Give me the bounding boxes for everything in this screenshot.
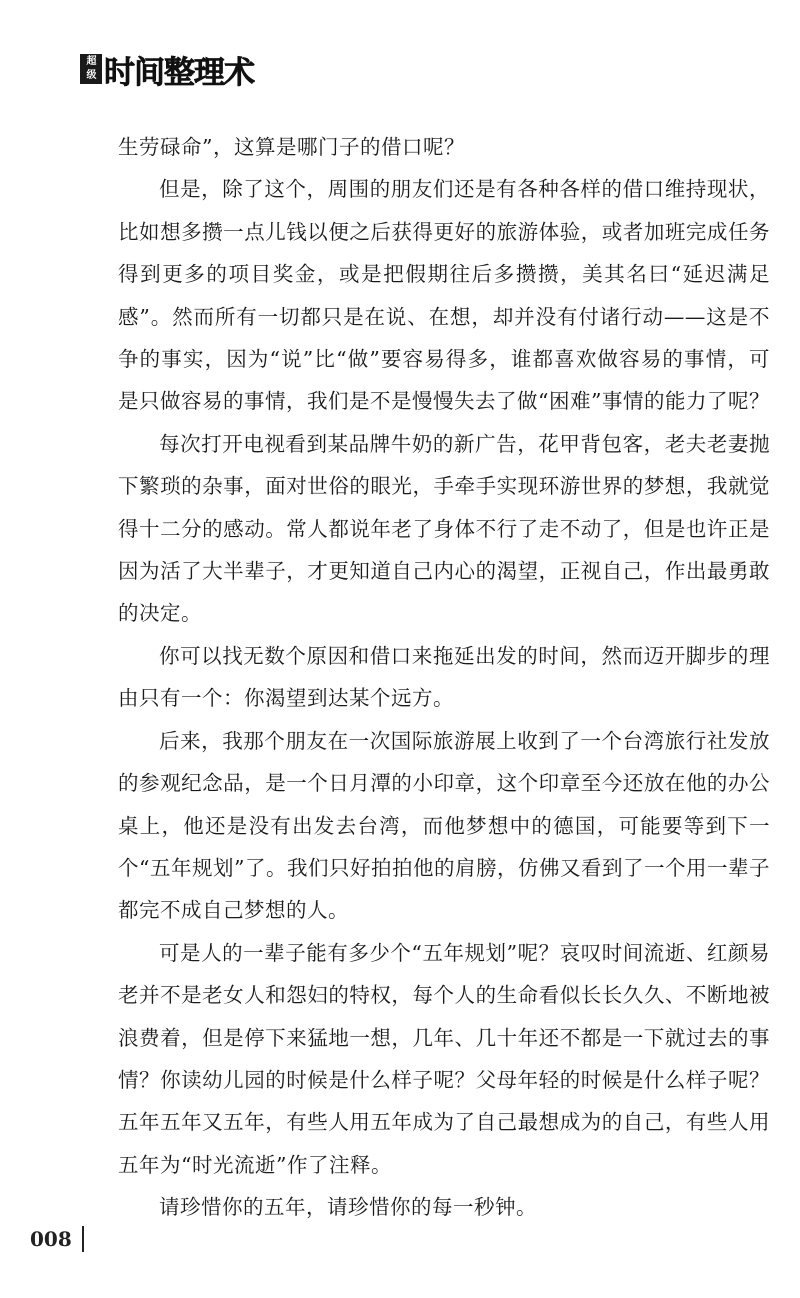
- paragraph: 后来，我那个朋友在一次国际旅游展上收到了一个台湾旅行社发放的参观纪念品，是一个日月潭的小印章，这个印章至今还放在他的办公桌上，他还是没有出发去台湾，而他梦想中的德国，可能要等到下一个“五年规划”了。我们只好拍拍他的肩膀，仿佛又看到了一个用一辈子都完不成自己梦想的人。: [118, 728, 770, 923]
- paragraph: 你可以找无数个原因和借口来拖延出发的时间，然而迈开脚步的理由只有一个：你渴望到达某个远方。: [118, 643, 770, 711]
- page-footer: [30, 1226, 84, 1252]
- paragraph: 每次打开电视看到某品牌牛奶的新广告，花甲背包客，老夫老妻抛下繁琐的杂事，面对世俗的眼光，手牵手实现环游世界的梦想，我就觉得十二分的感动。常人都说年老了身体不行了走不动了，但是也许正是因为活了大半辈子，才更知道自己内心的渴望，正视自己，作出最勇敢的决定。: [118, 431, 770, 626]
- paragraph: 请珍惜你的五年，请珍惜你的每一秒钟。: [159, 1195, 537, 1220]
- series-badge-line1: 超: [86, 56, 96, 67]
- series-badge: [80, 54, 102, 84]
- paragraph: 但是，除了这个，周围的朋友们还是有各种各样的借口维持现状，比如想多攒一点儿钱以便之后获得更好的旅游体验，或者加班完成任务得到更多的项目奖金，或是把假期往后多攒攒，美其名曰“延迟满足感”。然而所有一切都只是在说、在想，却并没有付诸行动——这是不争的事实，因为“说”比“做”要容易得多，谁都喜欢做容易的事情，可是只做容易的事情，我们是不是慢慢失去了做“困难”事情的能力了呢？: [118, 177, 770, 414]
- running-header: [80, 46, 254, 92]
- paragraph: 可是人的一辈子能有多少个“五年规划”呢？哀叹时间流逝、红颜易老并不是老女人和怨妇的特权，每个人的生命看似长长久久、不断地被浪费着，但是停下来猛地一想，几年、几十年还不都是一下就过去的事情？你读幼儿园的时候是什么样子呢？父母年轻的时候是什么样子呢？五年五年又五年，有些人用五年成为了自己最想成为的自己，有些人用五年为“时光流逝”作了注释。: [118, 940, 770, 1177]
- body-text: [118, 126, 770, 1229]
- series-badge-line2: 级: [86, 70, 96, 81]
- page-number: 008: [30, 1227, 72, 1251]
- page-number-divider: [82, 1226, 84, 1252]
- paragraph: 生劳碌命”，这算是哪门子的借口呢？: [118, 135, 465, 159]
- book-title: 时间整理术: [104, 54, 254, 91]
